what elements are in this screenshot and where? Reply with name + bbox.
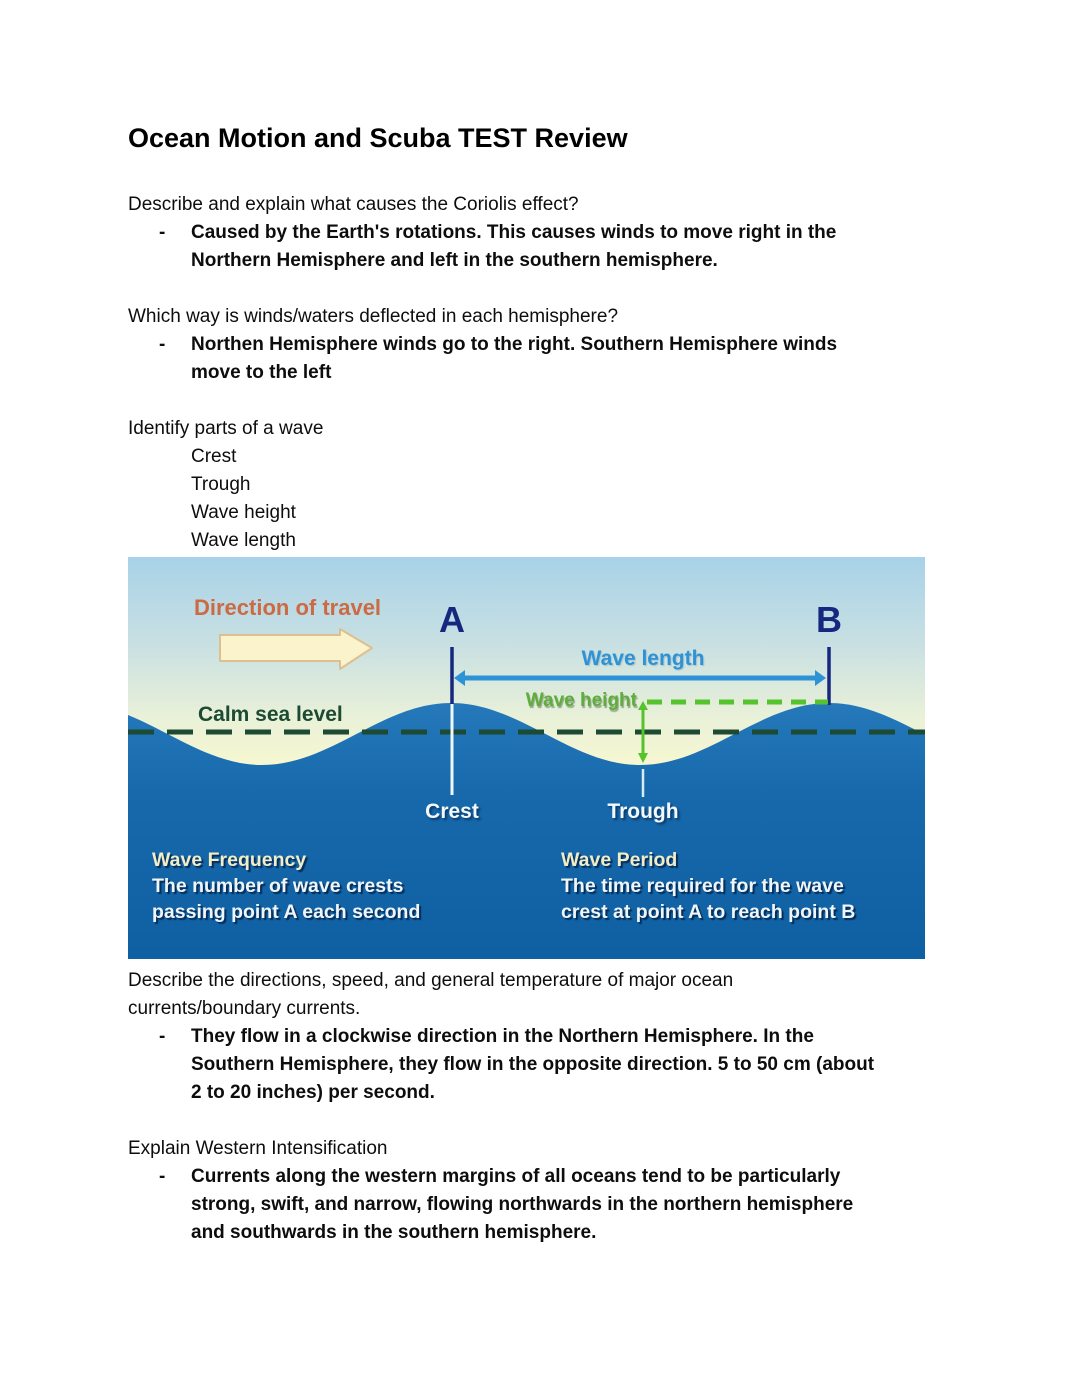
bullet-dash: - — [159, 222, 166, 243]
bullet-dash: - — [159, 1166, 166, 1187]
answer-line: strong, swift, and narrow, flowing northwards in the northern hemisphere — [191, 1194, 854, 1215]
answer-line: Northern Hemisphere and left in the southern hemisphere. — [191, 250, 718, 271]
wave-period-title: Wave Period — [561, 849, 678, 871]
calm-sea-level-label: Calm sea level — [198, 703, 343, 726]
wave-length-label: Wave length — [581, 647, 705, 670]
answer-lines — [191, 1163, 853, 1247]
direction-of-travel-label: Direction of travel — [194, 595, 382, 620]
wavelength-arrow-icon — [454, 670, 826, 686]
answer-coriolis — [128, 219, 952, 275]
question-coriolis: Describe and explain what causes the Coriolis effect? — [128, 194, 579, 215]
page-title: Ocean Motion and Scuba TEST Review — [128, 123, 628, 153]
trough-label: Trough — [607, 800, 679, 823]
direction-arrow-icon — [220, 629, 372, 669]
wave-frequency-line: The number of wave crests — [152, 875, 404, 897]
answer-lines — [191, 331, 837, 387]
question-currents: Describe the directions, speed, and general temperature of major ocean — [128, 970, 734, 991]
wave-frequency-title: Wave Frequency — [152, 849, 307, 871]
answer-line: Northen Hemisphere winds go to the right. Southern Hemisphere winds — [191, 334, 838, 355]
wave-height-label: Wave height — [525, 690, 637, 711]
list-item-trough: Trough — [191, 474, 251, 495]
wave-diagram-figure — [128, 557, 925, 959]
list-item-wave-height: Wave height — [191, 502, 296, 523]
answer-lines — [191, 1023, 874, 1107]
answer-line: move to the left — [191, 362, 332, 383]
question-deflection: Which way is winds/waters deflected in each hemisphere? — [128, 306, 619, 327]
list-item-crest: Crest — [191, 446, 237, 467]
answer-western-intensification — [128, 1163, 952, 1247]
point-a-label: A — [439, 599, 465, 640]
bullet-dash: - — [159, 1026, 166, 1047]
question-western-intensification: Explain Western Intensification — [128, 1138, 388, 1159]
answer-line: Caused by the Earth's rotations. This causes winds to move right in the — [191, 222, 837, 243]
wave-period-caption — [561, 847, 855, 925]
answer-currents — [128, 1023, 952, 1107]
question-currents-line2: currents/boundary currents. — [128, 998, 361, 1019]
question-wave-parts: Identify parts of a wave — [128, 418, 324, 439]
answer-line: Currents along the western margins of all oceans tend to be particularly — [191, 1166, 841, 1187]
wave-period-line: The time required for the wave — [561, 875, 844, 897]
answer-line: Southern Hemisphere, they flow in the opposite direction. 5 to 50 cm (about — [191, 1054, 875, 1075]
answer-lines — [191, 219, 836, 275]
bullet-dash: - — [159, 334, 166, 355]
answer-line: They flow in a clockwise direction in the Northern Hemisphere. In the — [191, 1026, 814, 1047]
wave-period-line: crest at point A to reach point B — [561, 901, 856, 923]
answer-line: 2 to 20 inches) per second. — [191, 1082, 435, 1103]
wave-frequency-line: passing point A each second — [152, 901, 421, 923]
wave-frequency-caption — [152, 847, 420, 925]
list-item-wave-length: Wave length — [191, 530, 296, 551]
crest-label: Crest — [425, 800, 479, 823]
point-b-label: B — [816, 599, 842, 640]
answer-deflection — [128, 331, 952, 387]
answer-line: and southwards in the southern hemisphere. — [191, 1222, 597, 1243]
